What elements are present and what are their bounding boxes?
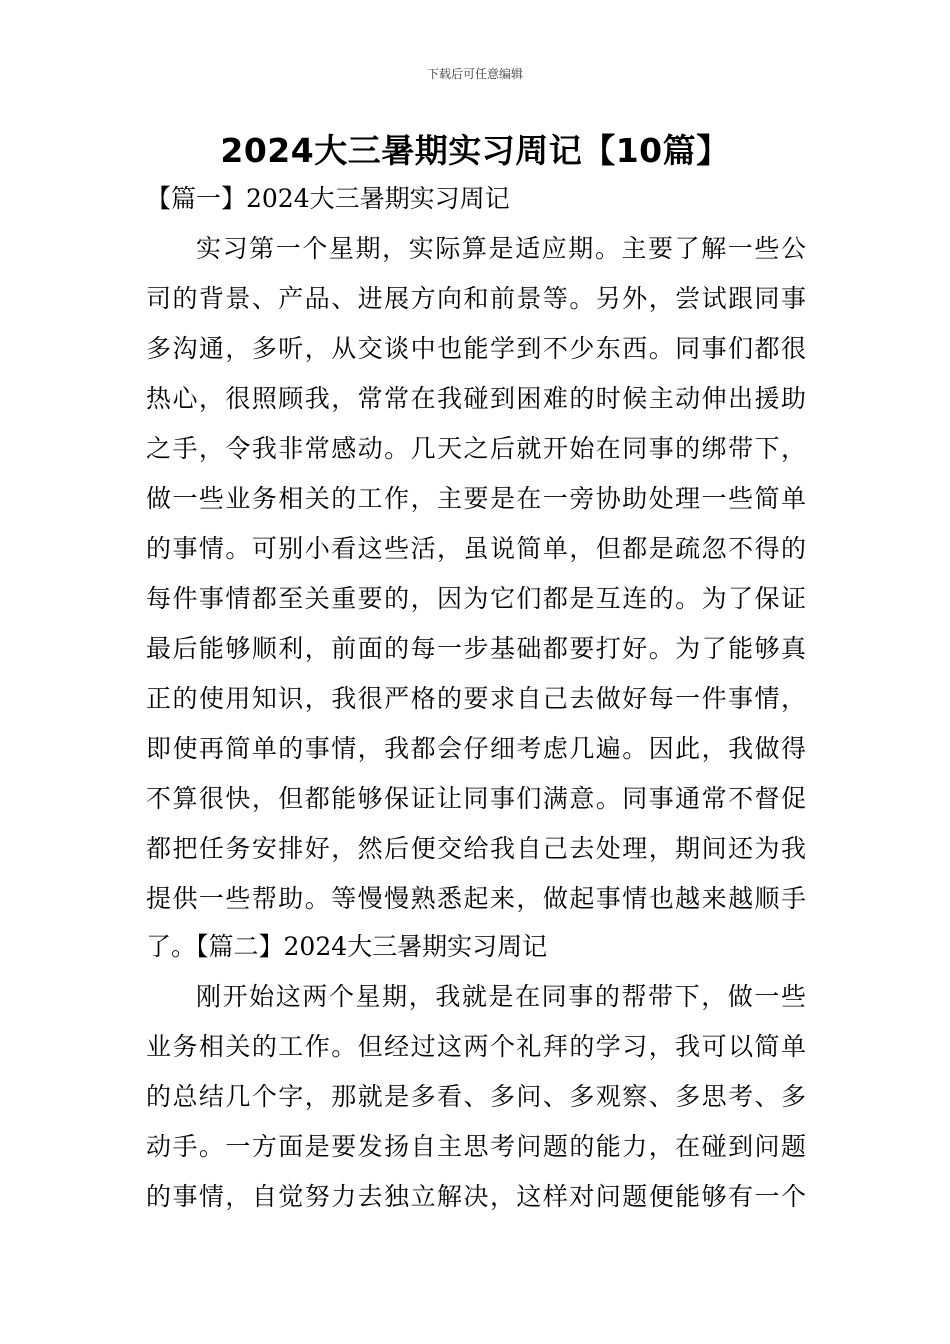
page-header-note: 下载后可任意编辑 [426, 67, 523, 81]
paragraph-line: 提供一些帮助。等慢慢熟悉起来，做起事情也越来越顺手 [146, 884, 806, 913]
paragraph-line: 多沟通，多听，从交谈中也能学到不少东西。同事们都很 [146, 334, 806, 363]
paragraph-line: 都把任务安排好，然后便交给我自己去处理，期间还为我 [146, 834, 806, 863]
paragraph-line: 即使再简单的事情，我都会仔细考虑几遍。因此，我做得 [146, 734, 806, 763]
paragraph-line: 最后能够顺利，前面的每一步基础都要打好。为了能够真 [146, 634, 806, 663]
paragraph-line: 动手。一方面是要发扬自主思考问题的能力，在碰到问题 [146, 1132, 806, 1161]
paragraph-line: 的事情，自觉努力去独立解决，这样对问题便能够有一个 [146, 1182, 806, 1211]
paragraph-line: 不算很快，但都能够保证让同事们满意。同事通常不督促 [146, 784, 806, 813]
paragraph-line: 业务相关的工作。但经过这两个礼拜的学习，我可以简单 [146, 1032, 806, 1061]
document-title: 2024大三暑期实习周记【10篇】 [220, 131, 730, 170]
paragraph-line-tail: 了。 [146, 932, 197, 961]
paragraph-line: 实习第一个星期，实际算是适应期。主要了解一些公 [196, 234, 806, 263]
paragraph-line: 正的使用知识，我很严格的要求自己去做好每一件事情， [146, 684, 806, 713]
paragraph-line: 刚开始这两个星期，我就是在同事的帮带下，做一些 [196, 982, 806, 1011]
paragraph-line: 之手，令我非常感动。几天之后就开始在同事的绑带下， [146, 434, 806, 463]
paragraph-line: 的事情。可别小看这些活，虽说简单，但都是疏忽不得的 [146, 534, 806, 563]
mixed-line [146, 929, 547, 965]
paragraph-line: 的总结几个字，那就是多看、多问、多观察、多思考、多 [146, 1082, 806, 1111]
paragraph-line: 做一些业务相关的工作，主要是在一旁协助处理一些简单 [146, 484, 806, 513]
section-heading-1: 【篇一】2024大三暑期实习周记 [146, 184, 510, 213]
paragraph-line: 热心，很照顾我，常常在我碰到困难的时候主动伸出援助 [146, 384, 806, 413]
paragraph-line: 每件事情都至关重要的，因为它们都是互连的。为了保证 [146, 584, 806, 613]
paragraph-line: 司的背景、产品、进展方向和前景等。另外，尝试跟同事 [146, 284, 806, 313]
section-heading-2: 【篇二】2024大三暑期实习周记 [196, 932, 548, 961]
